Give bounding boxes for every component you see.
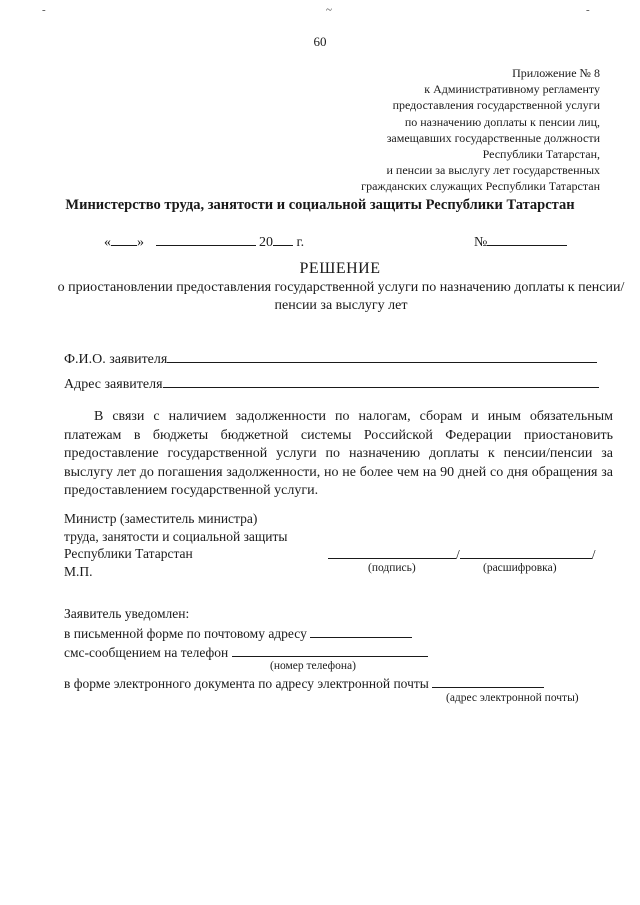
appendix-line: и пенсии за выслугу лет государственных <box>386 163 600 178</box>
appendix-line: предоставления государственной услуги <box>392 98 600 113</box>
email-caption: (адрес электронной почты) <box>446 692 579 704</box>
signatory-line: труда, занятости и социальной защиты <box>64 528 288 544</box>
signature-line[interactable] <box>328 546 596 563</box>
notify-written-label: в письменной форме по почтовому адресу <box>64 626 307 641</box>
applicant-name-blank[interactable] <box>167 350 597 363</box>
stamp-label: М.П. <box>64 563 93 579</box>
date-close-quote: » <box>137 235 144 250</box>
number-blank[interactable] <box>487 233 567 246</box>
page-number: 60 <box>313 34 327 49</box>
appendix-line: Республики Татарстан, <box>482 147 600 162</box>
year-blank[interactable] <box>273 233 293 246</box>
email-blank[interactable] <box>432 675 544 688</box>
date-open-quote: « <box>104 235 111 250</box>
signatory-block <box>64 510 288 580</box>
applicant-name-field[interactable] <box>64 350 597 368</box>
decision-body: В связи с наличием задолженности по налогам, сборам и иным обязательным платежам в бюджеты бюджетной системы Российской Федерации приостановить предоставление государственной услуги по назначению доплаты к пенсии/пенсии за выслугу лет до погашения задолженности, но не более чем на 90 дней со дня обращения за предоставлением государственной услуги. <box>64 409 613 498</box>
ministry-title: Министерство труда, занятости и социальной защиты Республики Татарстан <box>65 197 575 213</box>
postal-address-blank[interactable] <box>310 625 412 638</box>
appendix-line: к Административному регламенту <box>424 82 600 97</box>
decode-caption: (расшифровка) <box>483 562 557 574</box>
decode-blank[interactable] <box>460 546 592 559</box>
scan-mark-left: - <box>42 4 46 16</box>
day-blank[interactable] <box>111 233 137 246</box>
appendix-line: Приложение № 8 <box>512 66 600 80</box>
scan-mark-right: - <box>586 4 590 16</box>
signature-caption: (подпись) <box>368 562 416 574</box>
applicant-address-field[interactable] <box>64 375 599 393</box>
signature-blank[interactable] <box>328 546 456 559</box>
notify-sms-label: смс-сообщением на телефон <box>64 645 229 660</box>
separator-slash: / <box>456 547 460 562</box>
decision-subtitle: о приостановлении предоставления государственной услуги по назначению доплаты к пенсии/пенсии за выслугу лет <box>57 280 625 313</box>
phone-caption: (номер телефона) <box>270 660 356 672</box>
appendix-line: гражданских служащих Республики Татарстан <box>361 179 600 194</box>
decision-title: РЕШЕНИЕ <box>299 260 381 277</box>
signatory-line: Министр (заместитель министра) <box>64 511 258 526</box>
year-suffix: г. <box>296 235 305 250</box>
notify-written-field[interactable] <box>64 625 412 642</box>
applicant-address-label: Адрес заявителя <box>64 377 163 392</box>
notify-electronic-field[interactable] <box>64 675 544 692</box>
notify-header: Заявитель уведомлен: <box>64 606 190 621</box>
applicant-name-label: Ф.И.О. заявителя <box>64 352 168 367</box>
number-sign: № <box>474 235 488 250</box>
scan-mark-center: ~ <box>326 4 332 16</box>
notify-electronic-label: в форме электронного документа по адресу электронной почты <box>64 676 429 691</box>
appendix-line: по назначению доплаты к пенсии лиц, <box>404 114 600 129</box>
notify-sms-field[interactable] <box>64 644 428 661</box>
number-field[interactable] <box>474 233 567 251</box>
month-blank[interactable] <box>156 233 256 246</box>
appendix-line: замещавших государственные должности <box>386 130 600 145</box>
signatory-line: Республики Татарстан <box>64 546 193 561</box>
phone-blank[interactable] <box>232 644 428 657</box>
applicant-address-blank[interactable] <box>163 375 599 388</box>
date-field[interactable] <box>104 233 304 251</box>
year-prefix: 20 <box>259 235 273 250</box>
separator-slash-end: / <box>591 547 596 562</box>
appendix-block <box>270 65 600 195</box>
